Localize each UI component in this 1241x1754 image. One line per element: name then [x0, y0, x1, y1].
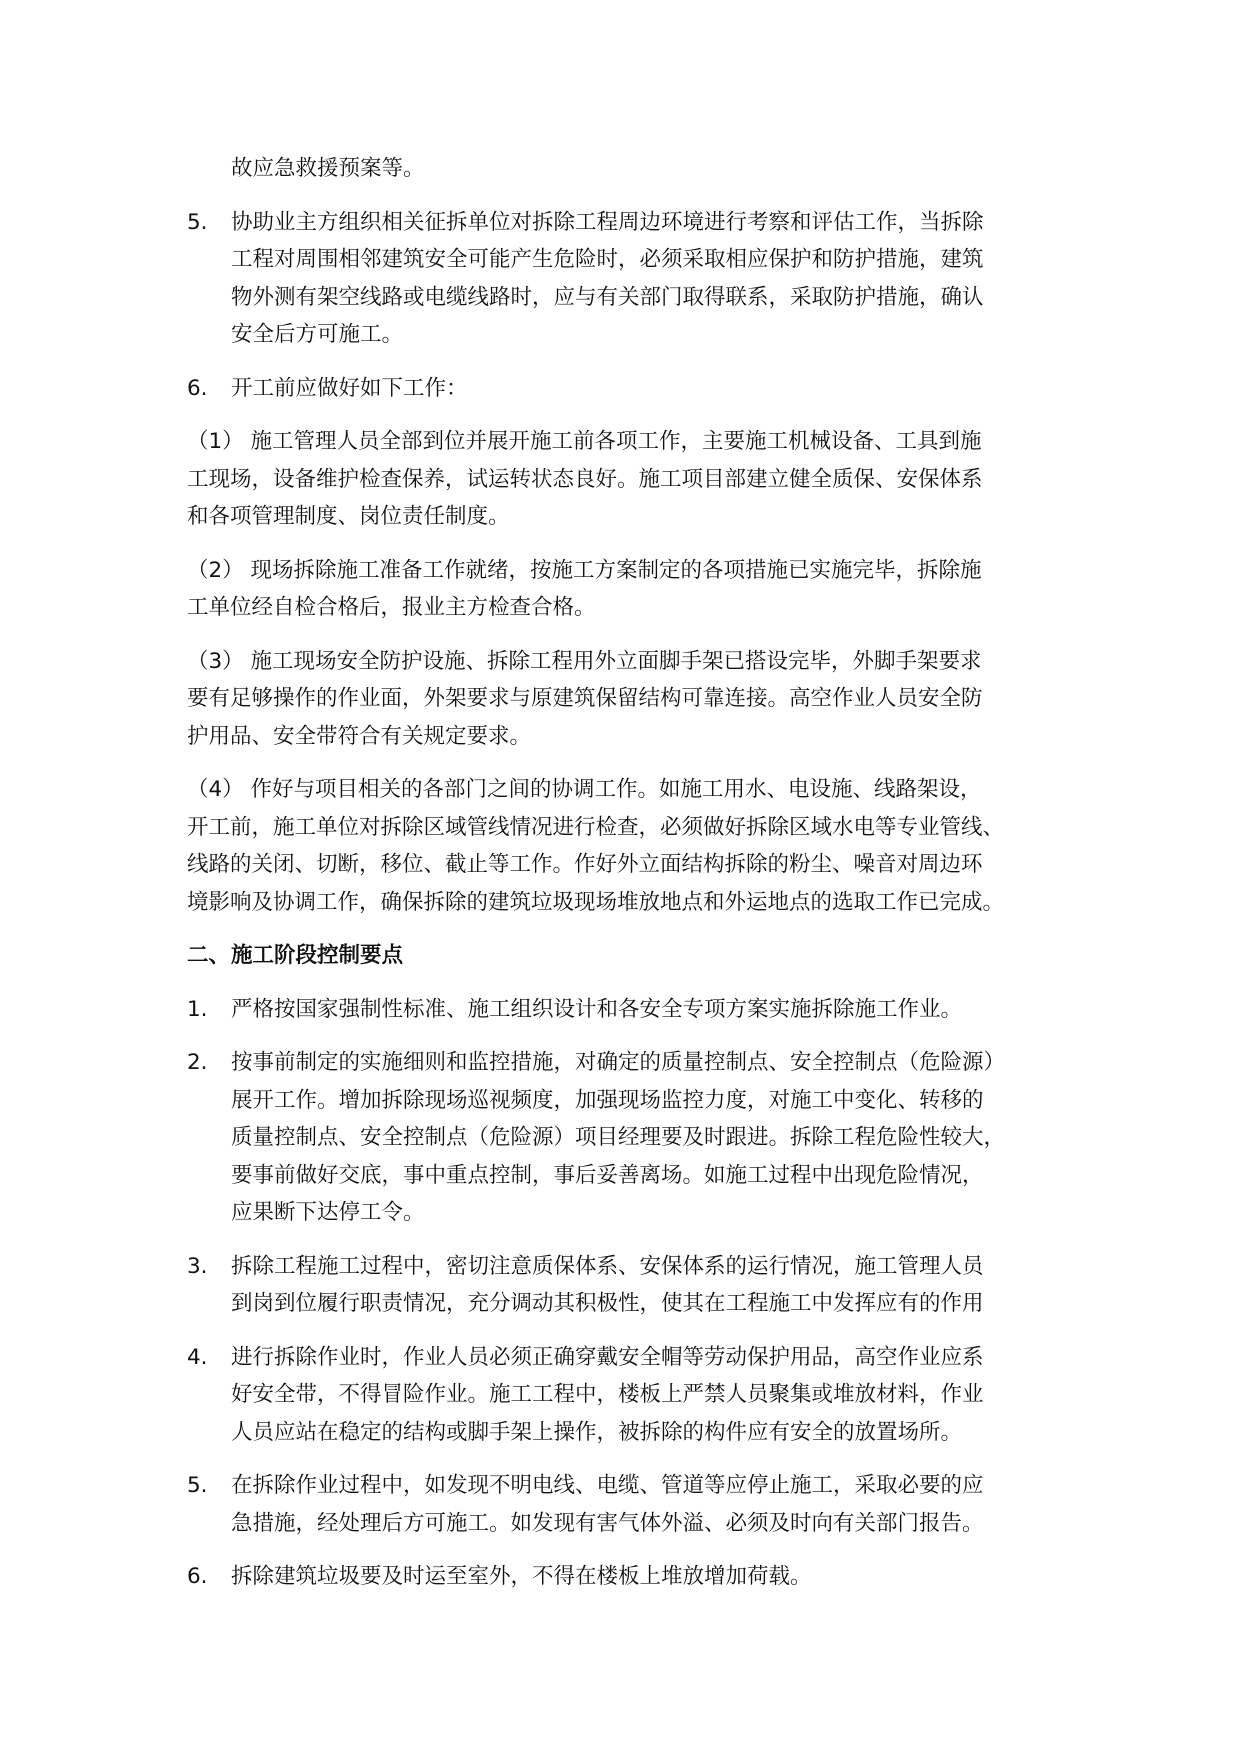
text-line: 工单位经自检合格后，报业主方检查合格。 [187, 595, 596, 620]
text-line: 要事前做好交底，事中重点控制，事后妥善离场。如施工过程中出现危险情况， [231, 1162, 984, 1188]
list-item-number: 3. [187, 1253, 208, 1279]
text-line: 质量控制点、安全控制点（危险源）项目经理要及时跟进。拆除工程危险性较大， [231, 1125, 1006, 1150]
text-line: （3） 施工现场安全防护设施、拆除工程用外立面脚手架已搭设完毕，外脚手架要求 [187, 648, 982, 674]
section-number: 二、 [187, 943, 231, 968]
text-line: 严格按国家强制性标准、施工组织设计和各安全专项方案实施拆除施工作业。 [231, 996, 963, 1022]
text-line: 进行拆除作业时，作业人员必须正确穿戴安全帽等劳动保护用品，高空作业应系 [231, 1344, 984, 1370]
sub-paragraph [187, 771, 1087, 921]
list-item-text [231, 1339, 1087, 1452]
text-line: 工现场，设备维护检查保养，试运转状态良好。施工项目部建立健全质保、安保体系 [187, 466, 983, 492]
numbered-list-item [187, 204, 1087, 354]
sub-paragraph [187, 552, 1087, 627]
list-item-number: 5. [187, 209, 208, 235]
sub-paragraph [187, 423, 1087, 536]
text-line: 要有足够操作的作业面，外架要求与原建筑保留结构可靠连接。高空作业人员安全防 [187, 686, 983, 711]
text-line: （4） 作好与项目相关的各部门之间的协调工作。如施工用水、电设施、线路架设， [187, 777, 982, 802]
list-item-text [231, 1248, 1087, 1323]
text-line: 在拆除作业过程中，如发现不明电线、电缆、管道等应停止施工，采取必要的应 [231, 1473, 984, 1498]
list-item-number: 6. [187, 375, 208, 401]
text-line: 故应急救援预案等。 [231, 156, 425, 181]
text-line: （1） 施工管理人员全部到位并展开施工前各项工作，主要施工机械设备、工具到施 [187, 429, 982, 454]
list-item-text [231, 991, 1087, 1029]
list-item-text [231, 204, 1087, 354]
numbered-list-item [187, 370, 1087, 408]
continued-paragraph [187, 150, 1087, 188]
text-line: 到岗到位履行职责情况，充分调动其积极性，使其在工程施工中发挥应有的作用 [231, 1291, 984, 1316]
section-heading [187, 937, 1087, 975]
text-line: （2） 现场拆除施工准备工作就绪，按施工方案制定的各项措施已实施完毕，拆除施 [187, 557, 982, 583]
numbered-list-item [187, 1558, 1087, 1596]
text-line: 拆除建筑垃圾要及时运至室外，不得在楼板上堆放增加荷载。 [231, 1564, 812, 1589]
text-line: 护用品、安全带符合有关规定要求。 [187, 723, 532, 749]
numbered-list-item [187, 1339, 1087, 1452]
numbered-list-item [187, 1248, 1087, 1323]
list-item-text [231, 1044, 1087, 1232]
text-line: 应果断下达停工令。 [231, 1200, 425, 1225]
text-line: 工程对周围相邻建筑安全可能产生危险时，必须采取相应保护和防护措施，建筑 [231, 247, 984, 272]
text-line: 展开工作。增加拆除现场巡视频度，加强现场监控力度，对施工中变化、转移的 [231, 1087, 984, 1113]
list-item-number: 2. [187, 1050, 208, 1075]
text-line: 急措施，经处理后方可施工。如发现有害气体外溢、必须及时向有关部门报告。 [231, 1510, 984, 1536]
numbered-list-item [187, 1044, 1087, 1232]
list-item-text [231, 370, 1087, 408]
text-line: 开工前应做好如下工作： [231, 375, 468, 401]
text-line: 开工前，施工单位对拆除区域管线情况进行检查，必须做好拆除区域水电等专业管线、 [187, 814, 1005, 840]
text-line: 好安全带，不得冒险作业。施工工程中，楼板上严禁人员聚集或堆放材料，作业 [231, 1382, 984, 1407]
list-item-number: 1. [187, 996, 208, 1022]
document-page [187, 150, 1087, 1612]
text-line: 境影响及协调工作，确保拆除的建筑垃圾现场堆放地点和外运地点的选取工作已完成。 [187, 889, 1005, 915]
text-line: 安全后方可施工。 [231, 322, 404, 347]
section-title [231, 937, 403, 975]
text-line: 和各项管理制度、岗位责任制度。 [187, 504, 510, 529]
text-line: 拆除工程施工过程中，密切注意质保体系、安保体系的运行情况，施工管理人员 [231, 1253, 984, 1279]
text-line: 协助业主方组织相关征拆单位对拆除工程周边环境进行考察和评估工作，当拆除 [231, 209, 984, 235]
text-line: 按事前制定的实施细则和监控措施，对确定的质量控制点、安全控制点（危险源） [231, 1050, 1006, 1075]
sub-paragraph [187, 643, 1087, 756]
numbered-list-item [187, 1467, 1087, 1542]
list-item-text [231, 1467, 1087, 1542]
text-line: 物外测有架空线路或电缆线路时，应与有关部门取得联系，采取防护措施，确认 [231, 284, 984, 310]
numbered-list-item [187, 991, 1087, 1029]
list-item-text [231, 1558, 1087, 1596]
list-item-number: 5. [187, 1473, 208, 1498]
text-line: 人员应站在稳定的结构或脚手架上操作，被拆除的构件应有安全的放置场所。 [231, 1419, 963, 1445]
list-item-number: 4. [187, 1344, 208, 1370]
list-item-number: 6. [187, 1564, 208, 1589]
text-line: 施工阶段控制要点 [231, 943, 404, 968]
text-line: 线路的关闭、切断，移位、截止等工作。作好外立面结构拆除的粉尘、噪音对周边环 [187, 852, 983, 877]
